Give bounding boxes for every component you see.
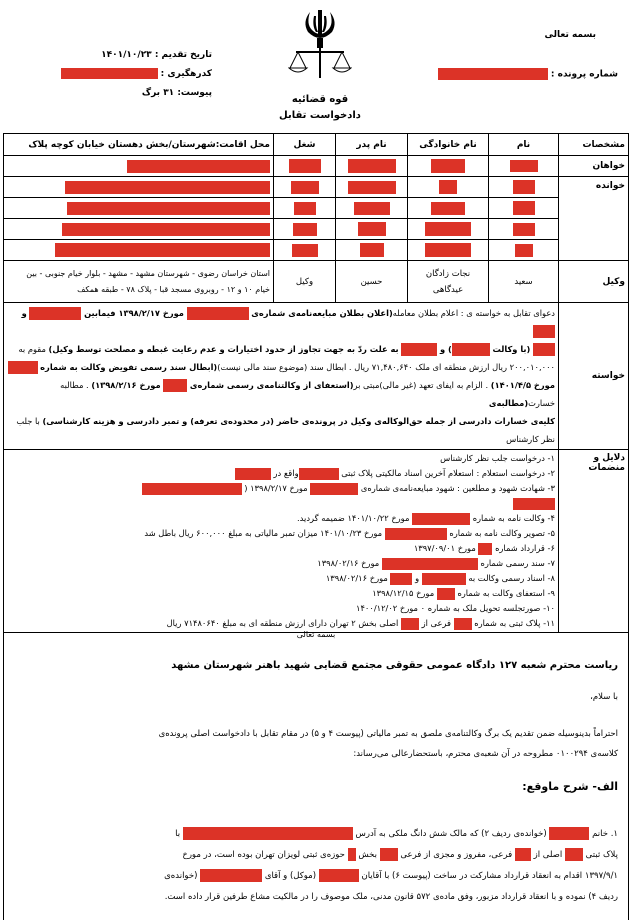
evidence-text: مورخ ۱۳۹۷/۰۹/۰۱ xyxy=(413,543,476,553)
redacted-field xyxy=(291,181,319,194)
redacted-field xyxy=(422,573,466,585)
evidence-text: ۸- اسناد رسمی وکالت به xyxy=(468,573,555,583)
document-title: دادخواست تقابل xyxy=(279,110,361,121)
evidence-text: مورخ ۱۴۰۱/۱۰/۲۲ ضمیمه گردید. xyxy=(297,513,410,523)
plaintiff-row xyxy=(4,156,629,177)
claim-text-part: . الزام به ایفای تعهد (غیر مالی)مبتی بر xyxy=(353,380,489,390)
lawyer-address-line1: استان خراسان رضوی - شهرستان مشهد - مشهد - بلوار خیام جنوبی - بین xyxy=(26,268,270,278)
claim-text-part: ) و xyxy=(439,344,452,354)
redacted-field xyxy=(348,848,356,861)
claim-text-part: . مطالبه خسارت xyxy=(60,380,555,408)
redacted-field xyxy=(348,181,396,194)
redacted-field xyxy=(360,243,384,257)
lawyer-first-name: سعید xyxy=(489,261,559,303)
organization-name: قوه قضائیه xyxy=(291,94,349,105)
redacted-field xyxy=(533,343,555,356)
evidence-text: واقع در xyxy=(273,468,299,478)
redacted-field xyxy=(319,869,359,882)
letter-intro-line2: کلاسه‌ی ۰۱۰۰۲۹۴ مطروحه در آن شعبه‌ی محترم، باستحضارعالی می‌رساند: xyxy=(353,749,618,759)
claim-text-part: دعوای تقابل به خواسته ی : اعلام بطلان معامله xyxy=(392,308,555,318)
letter-frame xyxy=(3,606,629,920)
evidence-text: مورخ ۱۳۹۸/۱۲/۱۵ xyxy=(372,588,435,598)
evidence-label: دلایل و منضمات xyxy=(559,450,629,633)
evidence-text: ۱۱- پلاک ثبتی به شماره xyxy=(474,618,555,628)
redacted-field xyxy=(62,223,270,236)
col-header-address: محل اقامت:شهرستان/بخش دهستان خیابان کوچه پلاک xyxy=(4,134,274,156)
paragraph-text: با xyxy=(175,829,181,839)
redacted-field xyxy=(127,160,270,173)
defendant-label: خوانده xyxy=(559,177,629,261)
claim-text-part: (استعفای از وکالتنامه‌ی رسمی شماره‌ی xyxy=(189,380,354,390)
evidence-text: مورخ ۱۳۹۸/۰۲/۱۶ xyxy=(325,573,388,583)
evidence-item xyxy=(7,511,555,526)
claim-text-part: و xyxy=(21,308,27,318)
redacted-field xyxy=(65,181,270,194)
redacted-field xyxy=(513,223,535,236)
redacted-case-number xyxy=(438,68,548,80)
redacted-field xyxy=(380,848,398,861)
defendant-row xyxy=(4,219,629,240)
redacted-field xyxy=(385,528,447,540)
letter-greeting: با سلام، xyxy=(590,692,618,702)
evidence-text: مورخ ۱۳۹۸/۲/۱۷ ( xyxy=(244,483,308,493)
evidence-text: ۴- وکالت نامه به شماره xyxy=(472,513,555,523)
redacted-field xyxy=(431,202,465,215)
redacted-field xyxy=(439,180,457,194)
redacted-field xyxy=(310,483,358,495)
redacted-field xyxy=(294,202,316,215)
attachments-count: پیوست: ۳۱ برگ xyxy=(141,88,212,98)
lawyer-last-name xyxy=(408,261,489,303)
claim-text-part: مورخ ۱۳۹۸/۲/۱۶) xyxy=(91,380,161,390)
redacted-field xyxy=(437,588,455,600)
lawyer-father-name: حسین xyxy=(336,261,408,303)
paragraph-text: (موکل) و آقای xyxy=(264,871,317,881)
redacted-field xyxy=(292,244,318,257)
lawyer-label: وکیل xyxy=(559,261,629,303)
paragraph-text: ردیف ۴) نموده و با انعقاد قرارداد مزبور، وفق ماده‌ی ۵۷۲ قانون مدنی، ملک موصوف را در مالکیت مشاع طرفین قرار داده است. xyxy=(164,892,618,902)
redacted-field xyxy=(67,202,270,215)
evidence-text: ۲- درخواست استعلام : استعلام آخرین اسناد مالکیتی پلاک ثبتی xyxy=(341,468,555,478)
redacted-field xyxy=(431,159,465,173)
defendant-row xyxy=(4,240,629,261)
lawyer-row xyxy=(4,261,629,303)
redacted-field xyxy=(513,498,555,510)
evidence-text: ۷- سند رسمی شماره xyxy=(480,558,555,568)
petition-table xyxy=(3,133,629,633)
evidence-text: و xyxy=(415,573,420,583)
defendant-row xyxy=(4,198,629,219)
lawyer-address xyxy=(4,261,274,303)
lawyer-address-line2: خیام ۱۰ و ۱۲ - روبروی مسجد قبا - پلاک ۷۸ - طبقه همکف xyxy=(77,284,270,294)
redacted-field xyxy=(235,468,271,480)
plaintiff-label: خواهان xyxy=(559,156,629,177)
letter-bismillah: بسمه تعالی xyxy=(296,630,336,639)
redacted-field xyxy=(515,244,533,257)
claim-row xyxy=(4,303,629,450)
evidence-item xyxy=(7,586,555,601)
redacted-field xyxy=(289,159,321,173)
letter-intro xyxy=(14,724,618,764)
letter-intro-line1: احتراماً بدینوسیله ضمن تقدیم یک برگ وکالتنامه‌ی ملصق به تمبر مالیاتی (پیوست ۴ و ۵) در مقام تقابل با دادخواست اصلی پرونده‌ی xyxy=(158,729,618,739)
submit-date: تاریخ تقدیم : ۱۴۰۱/۱۰/۲۳ xyxy=(101,50,212,60)
section-title: الف- شرح ماوقع: xyxy=(522,780,618,793)
redacted-field xyxy=(358,222,386,236)
redacted-field xyxy=(425,222,471,236)
evidence-text: فرعی از xyxy=(421,618,451,628)
paragraph-text: ۱. خانم xyxy=(592,829,618,839)
redacted-field xyxy=(354,202,390,215)
redacted-field xyxy=(293,223,317,236)
paragraph-text: پلاک ثبتی xyxy=(585,850,618,860)
redacted-field xyxy=(382,558,478,570)
claim-text-part: ۲۰۰,۰۱۰,۰۰۰ ریال ارزش منطقه ای ملک ۷۱,۴۸۰,۶۴۰ ریال . ابطال سند (موضوع سند مالی نیست) xyxy=(217,362,555,372)
evidence-text: ۹- استعفای وکالت به شماره xyxy=(457,588,555,598)
evidence-item xyxy=(7,481,555,496)
redacted-field xyxy=(513,180,535,194)
evidence-item xyxy=(7,571,555,586)
claim-text-part: به علت ردّ به جهت تجاوز از حدود اختیارات و عدم رعایت غبطه و مصلحت توسط وکیل) xyxy=(48,344,399,354)
redacted-field xyxy=(8,361,38,374)
col-header-specs: مشخصات xyxy=(559,134,629,156)
claim-text-part: (اعلان بطلان مبایعه‌نامه‌ی شماره‌ی xyxy=(251,308,393,318)
redacted-field xyxy=(401,343,437,356)
claim-text-part: (با وکالت xyxy=(492,344,531,354)
evidence-text: ۱۰- صورتجلسه تحویل ملک به شماره ۰ مورخ ۱۴۰۰/۱۲/۰۲ xyxy=(356,603,555,613)
redacted-field xyxy=(533,325,555,338)
evidence-text: مورخ ۱۳۹۸/۰۲/۱۶ xyxy=(317,558,380,568)
letter-paragraph-1 xyxy=(14,824,618,908)
redacted-field xyxy=(412,513,470,525)
redacted-field xyxy=(513,201,535,215)
evidence-item xyxy=(7,466,555,481)
case-number-label: شماره پرونده : xyxy=(550,69,618,80)
paragraph-text: فرعی، مفروز و مجزی از فرعی xyxy=(400,850,513,860)
paragraph-text: (خوانده‌ی xyxy=(164,871,198,881)
redacted-field xyxy=(452,343,490,356)
evidence-text: ۶- قرارداد شماره xyxy=(495,543,555,553)
bismillah-top: بسمه تعالی xyxy=(544,30,596,40)
redacted-field xyxy=(29,307,81,320)
claim-text-part: کلیه‌ی خسارات دادرسی از جمله حق‌الوکاله‌ی وکیل در پرونده‌ی حاضر (در محدوده‌ی تعرفه) و تمبر دادرسی و هزینه کارشناسی) xyxy=(42,416,555,426)
paragraph-text: (خوانده‌ی ردیف ۲) که مالک شش دانگ ملکی به آدرس xyxy=(355,829,547,839)
claim-text-part: مورخ ۱۴۰۱/۴/۵) xyxy=(490,380,555,390)
col-header-name: نام xyxy=(489,134,559,156)
table-header-row xyxy=(4,134,629,156)
lawyer-last-name-line2: عیدگاهی xyxy=(432,284,464,295)
redacted-field xyxy=(299,468,339,480)
redacted-field xyxy=(163,379,187,392)
claim-text-part: (مطالبه‌ی xyxy=(488,398,529,408)
redacted-field xyxy=(510,160,538,172)
tracking-code-row xyxy=(61,68,212,79)
evidence-item xyxy=(7,556,555,571)
claim-text-part: با جلب نظر کارشناس xyxy=(16,416,555,444)
evidence-item xyxy=(7,541,555,556)
claim-text-part: مورخ ۱۳۹۸/۲/۱۷ فیمابین xyxy=(84,308,184,318)
evidence-item xyxy=(7,451,555,466)
col-header-job: شغل xyxy=(274,134,336,156)
claim-text xyxy=(4,303,559,450)
evidence-item xyxy=(7,526,555,541)
paragraph-text: اصلی از xyxy=(533,850,563,860)
redacted-field xyxy=(425,243,471,257)
claim-label: خواسته xyxy=(559,303,629,450)
col-header-father: نام پدر xyxy=(336,134,408,156)
paragraph-text: بخش xyxy=(358,850,378,860)
evidence-text: ۱- درخواست جلب نظر کارشناس xyxy=(440,453,555,463)
col-header-surname: نام خانوادگی xyxy=(408,134,489,156)
redacted-field xyxy=(142,483,242,495)
judiciary-emblem-icon xyxy=(288,6,352,94)
redacted-field xyxy=(55,243,270,257)
redacted-tracking-code xyxy=(61,68,158,79)
evidence-text: ۵- تصویر وکالت نامه به شماره xyxy=(449,528,555,538)
defendant-row xyxy=(4,177,629,198)
claim-text-part: مقوم به xyxy=(18,344,46,354)
redacted-field xyxy=(478,543,492,555)
evidence-text: ۳- شهادت شهود و مطلعین : شهود مبایعه‌نامه‌ی شماره‌ی xyxy=(360,483,555,493)
redacted-field xyxy=(390,573,412,585)
evidence-item xyxy=(7,496,555,511)
evidence-text: اصلی بخش ۲ تهران دارای ارزش منطقه ای به مبلغ ۷۱۴۸۰۶۴۰ ریال xyxy=(166,618,399,628)
letter-addressee: ریاست محترم شعبه ۱۲۷ دادگاه عمومی حقوقی مجتمع قضایی شهید باهنر شهرستان مشهد xyxy=(171,660,618,671)
claim-text-part: (ابطال سند رسمی تفویض وکالت به شماره xyxy=(40,362,218,372)
redacted-field xyxy=(515,848,531,861)
paragraph-text: حوزه‌ی ثبتی لویزان تهران بوده است، در مورخ xyxy=(182,850,345,860)
evidence-text: مورخ ۱۴۰۱/۱۰/۲۳ میزان تمبر مالیاتی به مبلغ ۶۰۰,۰۰۰ ریال باطل شد xyxy=(144,528,383,538)
lawyer-job: وکیل xyxy=(274,261,336,303)
case-number-row xyxy=(438,68,618,80)
redacted-field xyxy=(565,848,583,861)
redacted-field xyxy=(549,827,589,840)
redacted-field xyxy=(187,307,249,320)
tracking-code-label: کدرهگیری : xyxy=(160,69,212,79)
lawyer-last-name-line1: نجات زادگان xyxy=(425,268,471,279)
redacted-field xyxy=(200,869,262,882)
redacted-field xyxy=(348,159,396,173)
paragraph-text: ۱۳۹۷/۹/۱ اقدام به انعقاد قرارداد مشارکت در ساخت (پیوست ۶) با آقایان xyxy=(361,871,618,881)
redacted-field xyxy=(183,827,353,840)
